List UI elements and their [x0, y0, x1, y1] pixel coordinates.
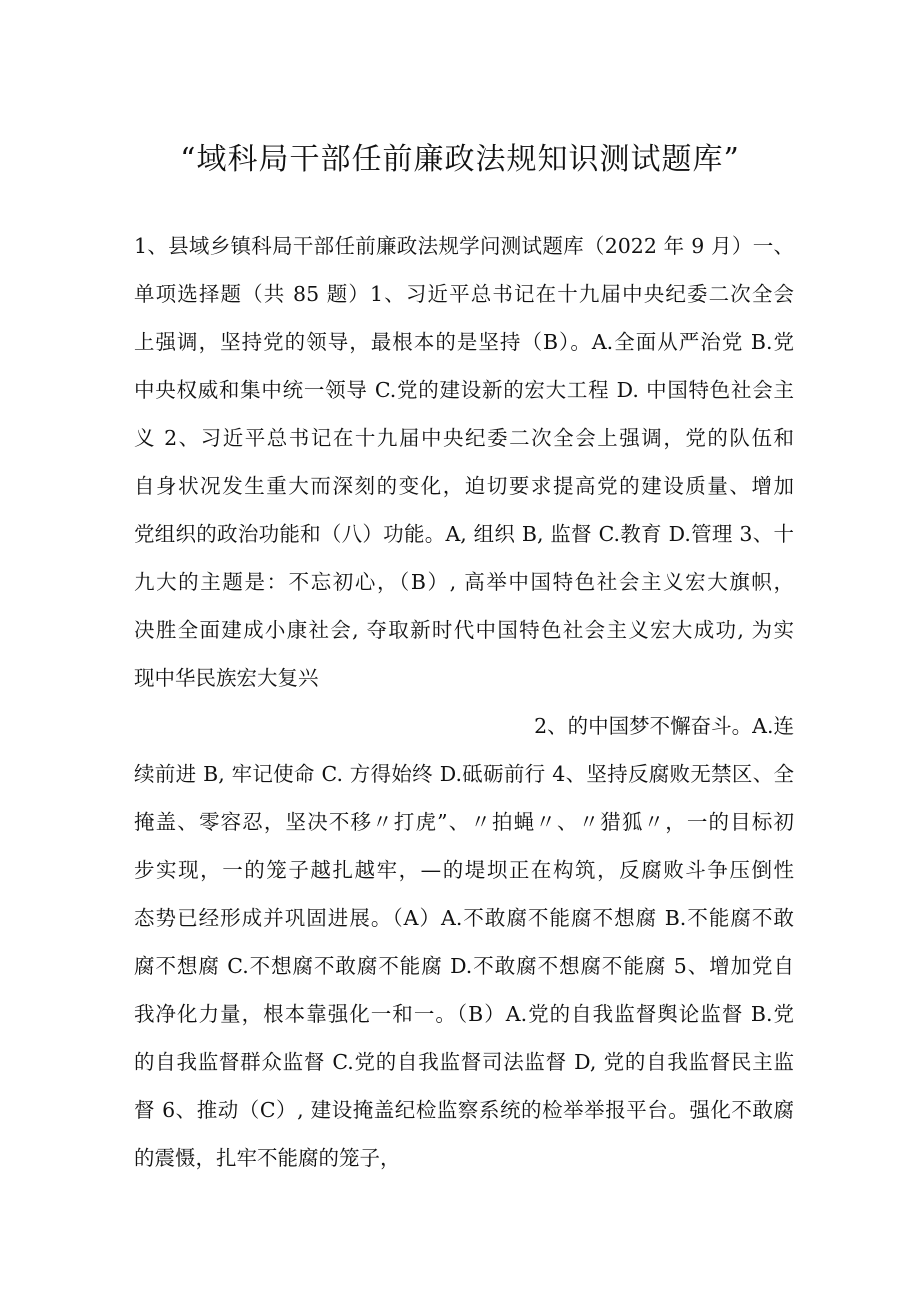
text-line: 腐不想腐 C.不想腐不敢腐不能腐 D.不敢腐不想腐不能腐 5、增加党自	[134, 954, 794, 978]
text-line: 1、县域乡镇科局干部任前廉政法规学问测试题库（2022 年 9 月）一、	[134, 234, 794, 258]
text-line: 决胜全面建成小康社会, 夺取新时代中国特色社会主义宏大成功, 为实	[134, 618, 794, 642]
text-line: 上强调，坚持党的领导，最根本的是坚持（B）。A.全面从严治党 B.党	[134, 330, 794, 354]
text-line: 的震慑，扎牢不能腐的笼子，	[134, 1146, 401, 1170]
text-line: 我净化力量，根本靠强化一和一。（B）A.党的自我监督舆论监督 B.党	[134, 1002, 794, 1026]
text-line: 党组织的政治功能和（八）功能。A, 组织 B, 监督 C.教育 D.管理 3、十	[134, 522, 794, 546]
text-line: 九大的主题是：不忘初心，（B）, 高举中国特色社会主义宏大旗帜，	[134, 570, 794, 594]
document-title: “域科局干部任前廉政法规知识测试题库”	[180, 142, 740, 177]
text-line: 续前进 B, 牢记使命 C. 方得始终 D.砥砺前行 4、坚持反腐败无禁区、全	[134, 762, 794, 786]
paragraph-2	[134, 702, 794, 1182]
text-line: 现中华民族宏大复兴	[134, 666, 319, 690]
text-line: 单项选择题（共 85 题）1、习近平总书记在十九届中央纪委二次全会	[134, 282, 794, 306]
text-line: 步实现，一的笼子越扎越牢，—的堤坝正在构筑，反腐败斗争压倒性	[134, 858, 794, 882]
text-line: 态势已经形成并巩固进展。（A）A.不敢腐不能腐不想腐 B.不能腐不敢	[134, 906, 794, 930]
text-line: 的自我监督群众监督 C.党的自我监督司法监督 D, 党的自我监督民主监	[134, 1050, 794, 1074]
paragraph-1	[134, 222, 794, 702]
text-line: 自身状况发生重大而深刻的变化，迫切要求提高党的建设质量、增加	[134, 474, 794, 498]
text-line: 掩盖、零容忍，坚决不移〃打虎”、〃拍蝇〃、〃猎狐〃，一的目标初	[134, 810, 794, 834]
text-line: 2、的中国梦不懈奋斗。A.连	[534, 714, 794, 738]
text-line: 督 6、推动（C）, 建设掩盖纪检监察系统的检举举报平台。强化不敢腐	[134, 1098, 794, 1122]
text-line: 中央权威和集中统一领导 C.党的建设新的宏大工程 D. 中国特色社会主	[134, 378, 794, 402]
text-line: 义 2、习近平总书记在十九届中央纪委二次全会上强调，党的队伍和	[134, 426, 794, 450]
